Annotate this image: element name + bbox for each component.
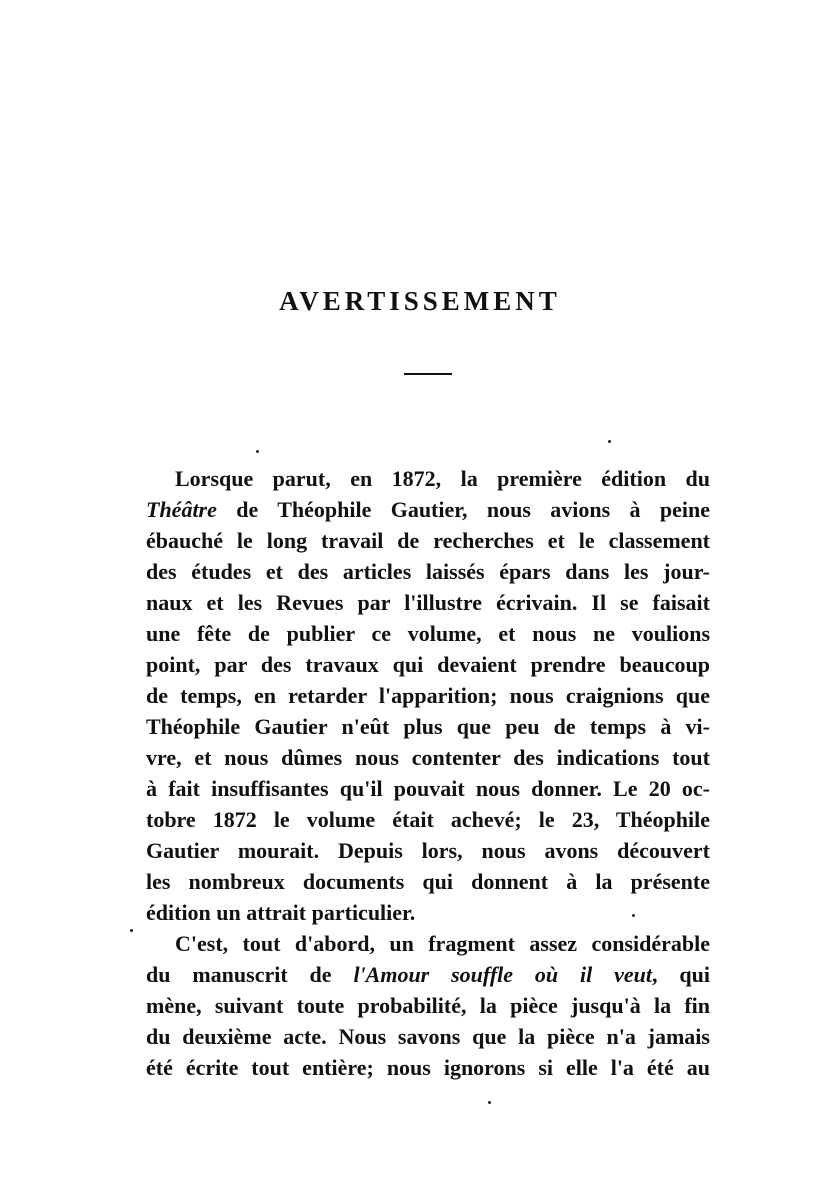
- text-line: à fait insuffisantes qu'il pouvait nous donner. Le 20 oc-: [146, 776, 710, 801]
- text-line: point, par des travaux qui devaient prendre beaucoup: [146, 652, 710, 677]
- text-line: Lorsque parut, en 1872, la première édition du: [175, 466, 710, 491]
- text-line: mène, suivant toute probabilité, la pièce jusqu'à la fin: [146, 993, 710, 1018]
- page-title: AVERTISSEMENT: [279, 286, 561, 316]
- print-speck: [488, 1101, 491, 1104]
- text-line: naux et les Revues par l'illustre écrivain. Il se faisait: [146, 590, 710, 615]
- text-line: tobre 1872 le volume était achevé; le 23, Théophile: [146, 807, 710, 832]
- print-speck: [130, 929, 133, 932]
- text-line: du manuscrit de l'Amour souffle où il veut, qui: [146, 962, 710, 987]
- print-speck: [608, 440, 611, 443]
- text-line: édition un attrait particulier.: [146, 900, 416, 925]
- text-line: de temps, en retarder l'apparition; nous craignions que: [146, 683, 710, 708]
- text-line: ébauché le long travail de recherches et le classement: [146, 528, 710, 553]
- text-line: été écrite tout entière; nous ignorons si elle l'a été au: [146, 1055, 710, 1080]
- text-line: une fête de publier ce volume, et nous ne voulions: [146, 621, 710, 646]
- title-rule: [404, 373, 452, 375]
- italic-title-amour: l'Amour souffle où il veut: [353, 962, 653, 987]
- text-line: des études et des articles laissés épars dans les jour-: [146, 559, 710, 584]
- text-line: du deuxième acte. Nous savons que la pièce n'a jamais: [146, 1024, 710, 1049]
- print-speck: [632, 914, 635, 917]
- print-speck: [256, 450, 259, 453]
- text-line: les nombreux documents qui donnent à la présente: [146, 869, 710, 894]
- text-line: Théâtre de Théophile Gautier, nous avions à peine: [146, 497, 710, 522]
- text-line: Gautier mourait. Depuis lors, nous avons découvert: [146, 838, 710, 863]
- text-line: C'est, tout d'abord, un fragment assez considérable: [175, 931, 710, 956]
- italic-title-theatre: Théâtre: [146, 497, 217, 522]
- text-line: Théophile Gautier n'eût plus que peu de temps à vi-: [146, 714, 710, 739]
- body-text: [146, 463, 710, 1083]
- text-line: vre, et nous dûmes nous contenter des indications tout: [146, 745, 710, 770]
